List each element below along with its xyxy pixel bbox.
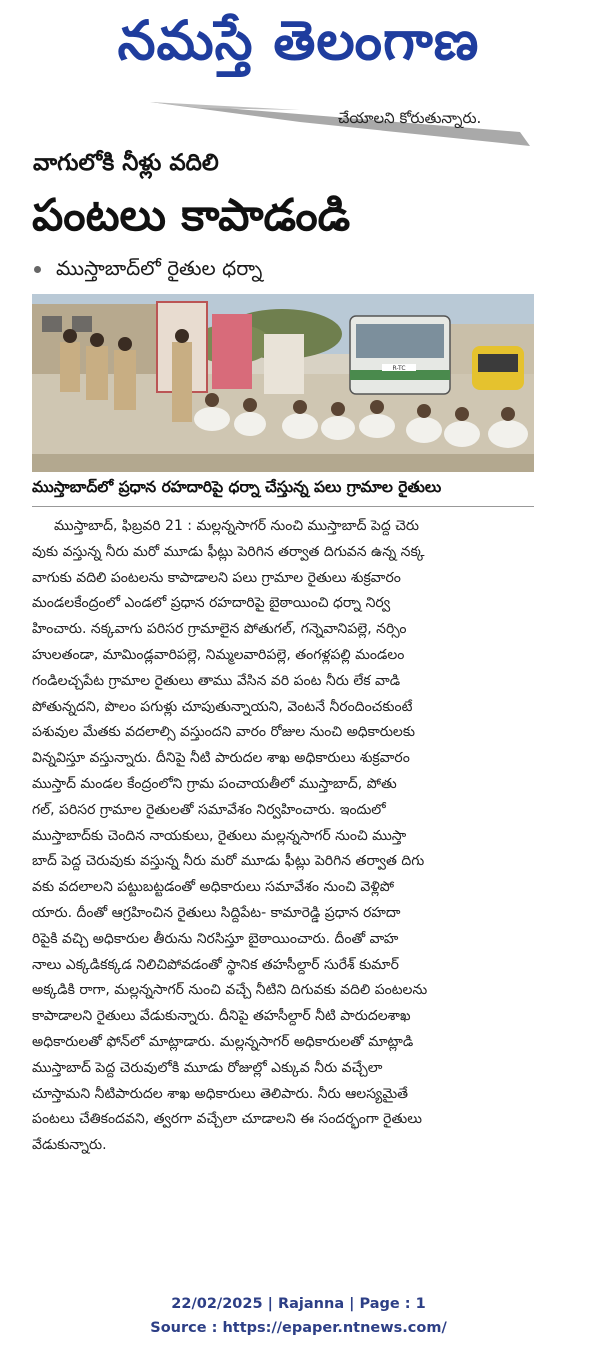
footer-source-line: Source : https://epaper.ntnews.com/ — [150, 1320, 447, 1336]
article-body-line: హులతండా, మామిండ్లవారిపల్లె, నిమ్మలవారిపల్లె, తంగళ్లపల్లి మండలం — [32, 646, 405, 663]
article-kicker: వాగులోకి నీళ్లు వదిలి — [33, 150, 219, 176]
article-body-line: మండలకేంద్రంలో ఎండలో ప్రధాన రహదారిపై బైఠాయించి ధర్నా నిర్వ — [32, 595, 391, 612]
previous-article-tail: చేయాలని కోరుతున్నారు. — [338, 109, 482, 127]
bus-plate-text: R-TC — [392, 365, 406, 372]
caption-divider — [32, 506, 534, 507]
article-body-line: ముస్తాబాద్ పెద్ద చెరువులోకి మూడు రోజుల్లో ఎక్కువ నీరు వచ్చేలా — [32, 1059, 383, 1076]
article-subheading: ముస్తాబాద్‌లో రైతుల ధర్నా — [56, 256, 263, 280]
footer-date-line: 22/02/2025 | Rajanna | Page : 1 — [171, 1296, 426, 1312]
article-body-line: వేడుకున్నారు. — [32, 1137, 107, 1154]
article-body-line: గల్, పరిసర గ్రామాల రైతులతో సమావేశం నిర్వహించారు. ఇందులో — [32, 801, 386, 818]
article-body-line: ముస్తాబాద్, ఫిబ్రవరి 21 : మల్లన్నసాగర్ నుంచి ముస్తాబాద్ పెద్ద చెరు — [54, 518, 419, 534]
article-body-line: అక్కడికి రాగా, మల్లన్నసాగర్ నుంచి వచ్చే నీటిని దిగువకు వదిలి పంటలను — [32, 982, 428, 999]
news-photo — [32, 294, 534, 472]
article-body-line: వాగుకు వదిలి పంటలను కాపాడాలని పలు గ్రామాల రైతులు శుక్రవారం — [32, 569, 401, 586]
article-headline: పంటలు కాపాడండి — [32, 190, 351, 241]
article-body-line: గండిలచ్చపేట గ్రామాల రైతులు తాము వేసిన వరి పంట నీరు లేక వాడి — [32, 672, 401, 689]
article-body — [32, 514, 534, 1159]
bullet-icon — [34, 266, 41, 273]
newspaper-masthead: నమస్తే తెలంగాణ — [117, 9, 480, 72]
article-body-line: ముస్తాబాద్‌కు చెందిన నాయకులు, రైతులు మల్లన్నసాగర్ నుంచి ముస్తా — [32, 827, 407, 844]
article-body-line: చూస్తామని నీటిపారుదల శాఖ అధికారులు తెలిపారు. నీరు ఆలస్యమైతే — [32, 1085, 409, 1102]
article-body-line: వుకు వస్తున్న నీరు మరో మూడు ఫీట్లు పెరిగిన తర్వాత దిగువన ఉన్న నక్క — [32, 543, 425, 560]
article-body-line: రిపైకి వచ్చి అధికారుల తీరును నిరసిస్తూ బైఠాయించారు. దీంతో వాహ — [32, 930, 399, 947]
article-body-line: కాపాడాలని రైతులు వేడుకున్నారు. దీనిపై తహసీల్దార్ నీటి పారుదలశాఖ — [32, 1008, 411, 1025]
article-body-line: విన్నవిస్తూ వస్తున్నారు. దీనిపై నీటి పారుదల శాఖ అధికారులు శుక్రవారం — [32, 750, 410, 767]
header-swoosh-decoration — [0, 92, 597, 152]
article-body-line: హించారు. నక్కవాగు పరిసర గ్రామాలైన పోతుగల్, గన్నెవానిపల్లె, నర్సిం — [32, 621, 407, 638]
article-body-line: వకు వదలాలని పట్టుబట్టడంతో అధికారులు సమావేశం నుంచి వెళ్లిపో — [32, 879, 395, 896]
article-body-line: ముస్తాద్ మండల కేంద్రంలోని గ్రామ పంచాయతీలో ముస్తాబాద్, పోతు — [32, 775, 397, 792]
article-body-line: బాద్ పెద్ద చెరువుకు వస్తున్న నీరు మరో మూడు ఫీట్లు పెరిగిన తర్వాత దిగు — [32, 853, 425, 870]
photo-caption: ముస్తాబాద్‌లో ప్రధాన రహదారిపై ధర్నా చేస్తున్న పలు గ్రామాల రైతులు — [32, 478, 442, 496]
article-body-line: యారు. దీంతో ఆగ్రహించిన రైతులు సిద్దిపేట- కామారెడ్డి ప్రధాన రహదా — [32, 904, 401, 921]
article-body-line: పంటలు చేతికందవని, త్వరగా వచ్చేలా చూడాలని ఈ సందర్భంగా రైతులు — [32, 1111, 422, 1128]
article-body-line: పశువుల మేతకు వదలాల్సి వస్తుందని వారం రోజుల నుంచి అధికారులకు — [32, 724, 416, 741]
article-body-line: అధికారులతో ఫోన్‌లో మాట్లాడారు. మల్లన్నసాగర్ అధికారులతో మాట్లాడి — [32, 1033, 414, 1050]
article-body-line: పోతున్నదని, పొలం పగుళ్లు చూపుతున్నాయని, వెంటనే నీరందించకుంటే — [32, 698, 413, 715]
article-body-line: నాలు ఎక్కడికక్కడ నిలిచిపోవడంతో స్థానిక తహసీల్దార్ సురేశ్ కుమార్ — [32, 956, 399, 973]
